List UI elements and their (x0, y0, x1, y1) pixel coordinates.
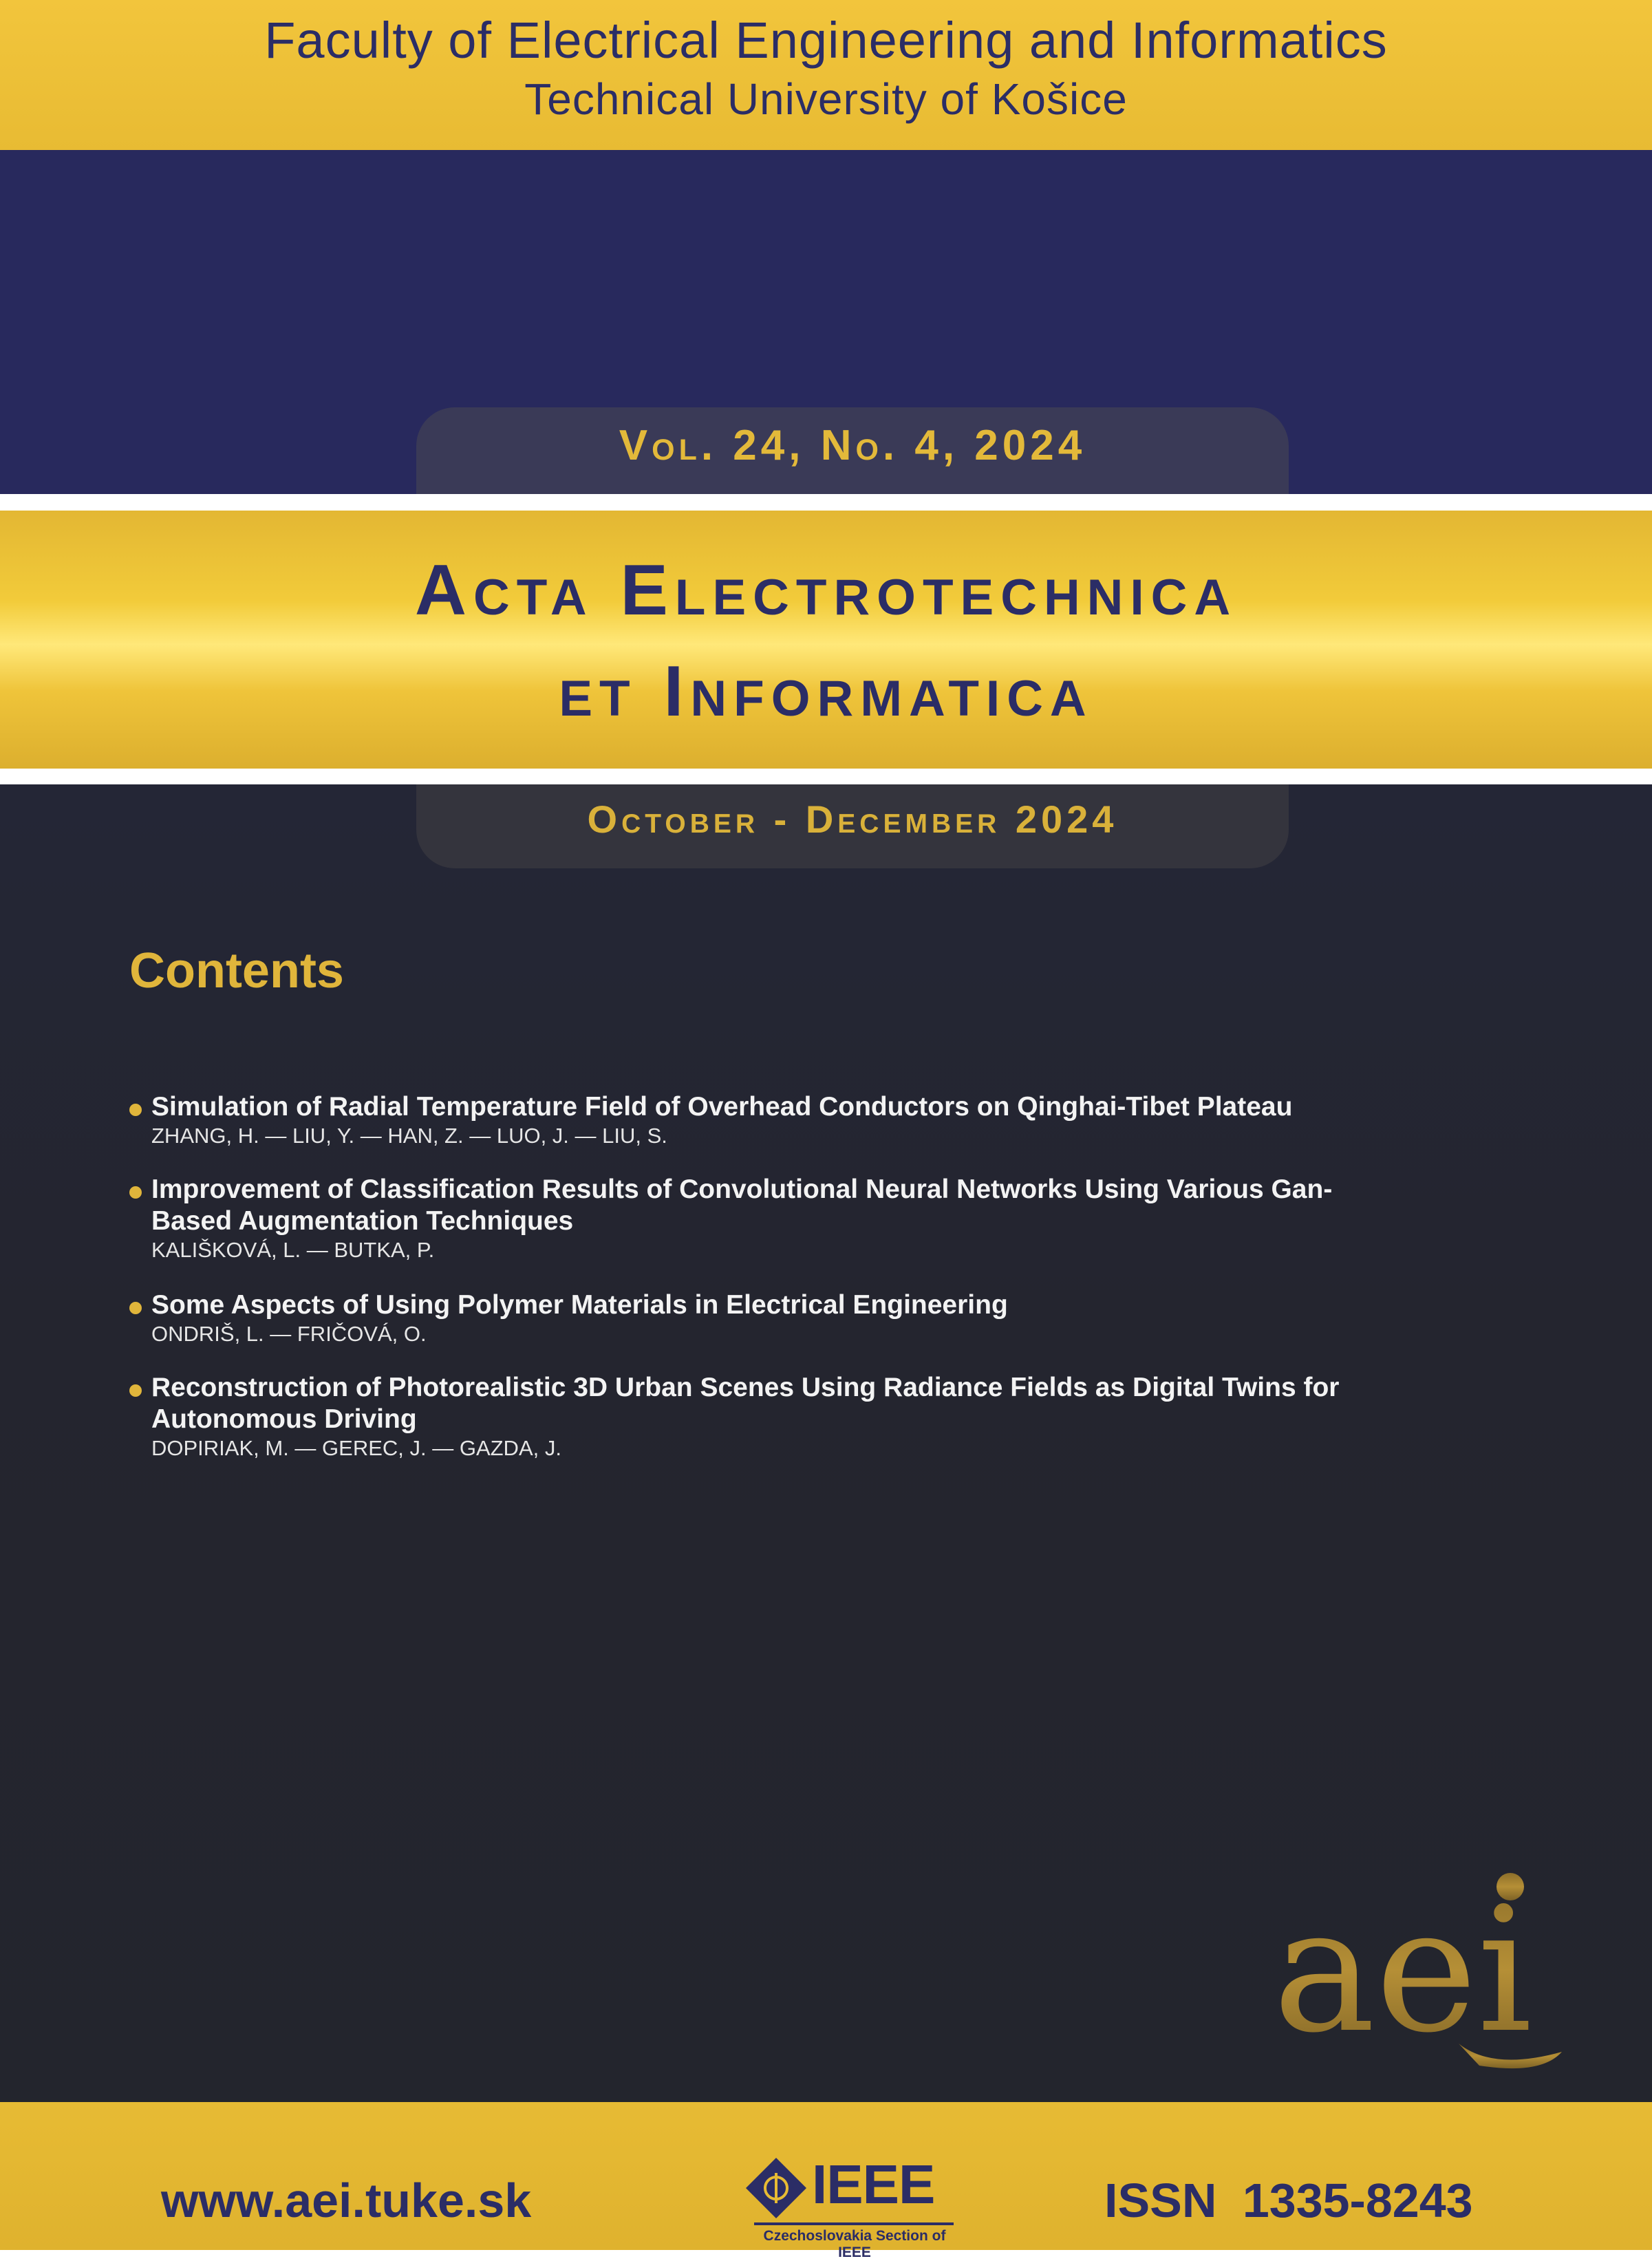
ieee-section-name: Czechoslovakia Section of IEEE (763, 2228, 946, 2260)
article-title: Simulation of Radial Temperature Field of Overhead Conductors on Qinghai-Tibet Plateau (151, 1092, 1293, 1122)
bullet-icon (129, 1186, 142, 1199)
article-item (129, 1372, 1437, 1461)
website-link[interactable]: www.aei.tuke.sk (161, 2174, 532, 2227)
article-title: Reconstruction of Photorealistic 3D Urban Scenes Using Radiance Fields as Digital Twins for Autonomous Driving (151, 1373, 1340, 1434)
journal-title-line1: Acta Electrotechnica (414, 550, 1238, 630)
issue-period: October - December 2024 (587, 797, 1118, 841)
faculty-name: Faculty of Electrical Engineering and Informatics (264, 12, 1388, 69)
issn-number: ISSN 1335-8243 (1104, 2174, 1473, 2227)
svg-text:aei: aei (1273, 1872, 1532, 2070)
ieee-diamond-icon (743, 2155, 809, 2221)
article-item (129, 1091, 1437, 1149)
bullet-icon (129, 1384, 142, 1397)
article-title: Some Aspects of Using Polymer Materials in Electrical Engineering (151, 1290, 1008, 1320)
article-authors: DOPIRIAK, M. — GEREC, J. — GAZDA, J. (151, 1436, 561, 1460)
article-item (129, 1174, 1368, 1263)
header-band (0, 0, 1652, 150)
university-name: Technical University of Košice (524, 74, 1128, 124)
ieee-wordmark: IEEE (812, 2154, 935, 2215)
journal-title-line2: et Informatica (559, 652, 1093, 731)
article-item (129, 1289, 1437, 1347)
contents-heading: Contents (129, 943, 344, 998)
bullet-icon (129, 1302, 142, 1314)
bullet-icon (129, 1104, 142, 1116)
article-authors: ZHANG, H. — LIU, Y. — HAN, Z. — LUO, J. — LIU, S. (151, 1124, 667, 1148)
article-title: Improvement of Classification Results of Convolutional Neural Networks Using Various Gan-Based Augmentation Techniques (151, 1175, 1333, 1236)
article-authors: ONDRIŠ, L. — FRIČOVÁ, O. (151, 1322, 427, 1346)
ieee-divider (754, 2222, 954, 2225)
aei-logo-icon (1273, 1872, 1576, 2071)
volume-line: Vol. 24, No. 4, 2024 (619, 422, 1086, 469)
article-authors: KALIŠKOVÁ, L. — BUTKA, P. (151, 1238, 435, 1262)
